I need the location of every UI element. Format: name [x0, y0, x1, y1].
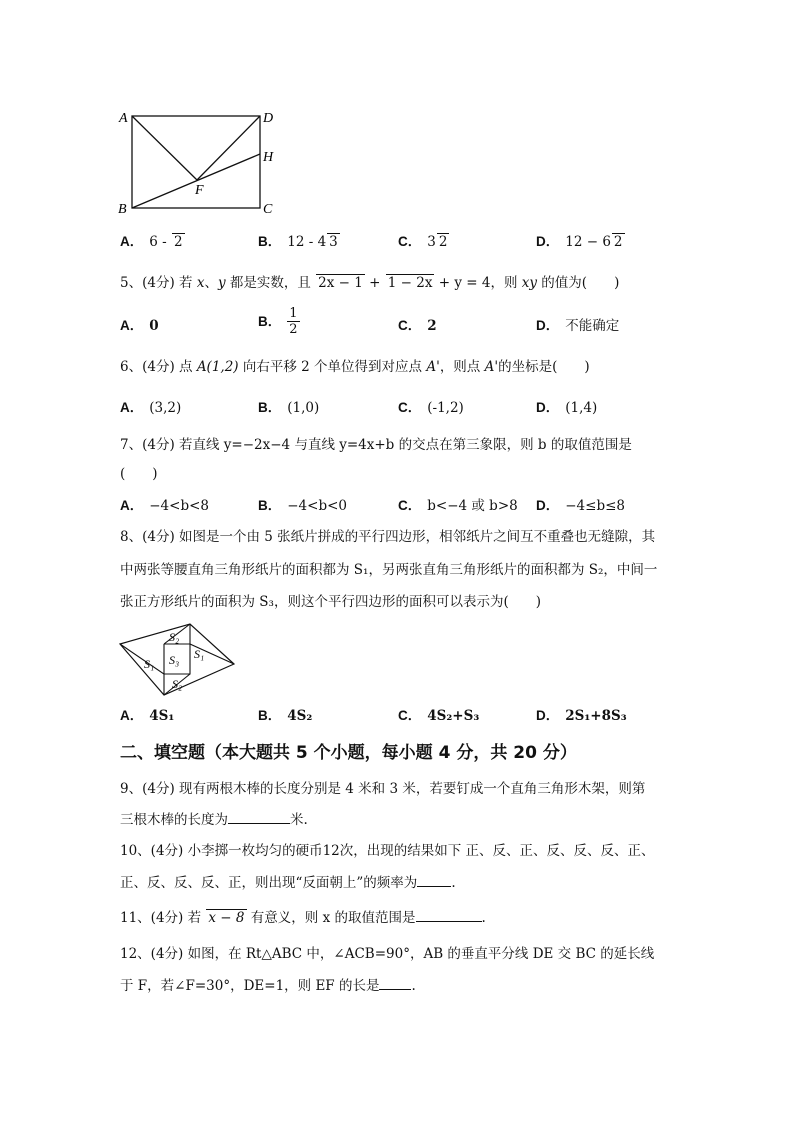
question-11: 11、(4分) 若 x − 8 有意义，则 x 的取值范围是 . — [120, 907, 486, 928]
question-8-line2: 中两张等腰直角三角形纸片的面积都为 S₁，另两张直角三角形纸片的面积都为 S₂，中间一 — [120, 562, 658, 578]
figure-parallelogram — [118, 622, 240, 698]
label-h: H — [263, 150, 274, 165]
figure-rectangle — [115, 105, 285, 220]
label-b: B — [118, 202, 127, 217]
question-8-line3: 张正方形纸片的面积为 S₃，则这个平行四边形的面积可以表示为( ) — [120, 594, 541, 610]
question-12-line2: 于 F，若∠F=30°，DE=1，则 EF 的长是 . — [120, 975, 416, 996]
question-12-line1: 12、(4分) 如图，在 Rt△ABC 中，∠ACB=90°，AB 的垂直平分线 DE 交 BC 的延长线 — [120, 946, 655, 962]
q12-answer-blank[interactable] — [379, 975, 411, 990]
q7-option-b[interactable]: B． −4<b<0 — [258, 498, 348, 514]
q4-option-b[interactable]: B． 12 - 4 3 — [258, 234, 338, 250]
q10-answer-blank[interactable] — [417, 872, 451, 887]
question-5: 5、(4分) 若 x、y 都是实数，且 2x − 1 + 1 − 2x + y = 4，则 xy 的值为( ) — [120, 275, 620, 291]
label-f: F — [195, 183, 204, 198]
q7-option-a[interactable]: A． −4<b<8 — [120, 498, 210, 514]
label-d: D — [263, 111, 274, 126]
question-9-line2: 三根木棒的长度为 米. — [120, 809, 308, 830]
label-s3-center: S₃ — [169, 653, 180, 667]
label-s2-top: S₂ — [169, 630, 180, 644]
q5-option-a[interactable]: A． 0 — [120, 318, 159, 334]
label-s2-bottom: S₂ — [172, 677, 183, 691]
q6-option-d[interactable]: D． (1,4) — [536, 400, 598, 416]
q6-option-b[interactable]: B． (1,0) — [258, 400, 320, 416]
q9-answer-blank[interactable] — [228, 809, 290, 824]
q5-option-c[interactable]: C． 2 — [398, 318, 437, 334]
q8-option-c[interactable]: C． 4S₂+S₃ — [398, 708, 480, 724]
q11-answer-blank[interactable] — [416, 907, 482, 922]
question-9-line1: 9、(4分) 现有两根木棒的长度分别是 4 米和 3 米，若要钉成一个直角三角形木架，则第 — [120, 781, 646, 797]
q6-option-c[interactable]: C． (-1,2) — [398, 400, 464, 416]
segment-bh — [132, 154, 260, 208]
label-c: C — [263, 202, 273, 217]
q5-option-b[interactable]: B． $\frac{1}{2}$ — [258, 306, 298, 337]
q8-option-d[interactable]: D． 2S₁+8S₃ — [536, 708, 627, 724]
question-10-line1: 10、(4分) 小李掷一枚均匀的硬币12次，出现的结果如下 正、反、正、反、反、反、正、 — [120, 843, 655, 859]
question-7-line2: ( ) — [120, 466, 158, 482]
q4-option-a[interactable]: A． 6 - 2 — [120, 234, 183, 250]
question-6: 6、(4分) 点 A(1,2) 向右平移 2 个单位得到对应点 A'，则点 A'的坐标是( ) — [120, 359, 590, 375]
question-7-line1: 7、(4分) 若直线 y=−2x−4 与直线 y=4x+b 的交点在第三象限，则 b 的取值范围是 — [120, 437, 632, 453]
segment-af — [132, 116, 197, 180]
q7-option-d[interactable]: D． −4≤b≤8 — [536, 498, 626, 514]
question-8-line1: 8、(4分) 如图是一个由 5 张纸片拼成的平行四边形，相邻纸片之间互不重叠也无缝隙，其 — [120, 529, 656, 545]
label-s1-right: S₁ — [194, 647, 205, 661]
q8-option-b[interactable]: B． 4S₂ — [258, 708, 313, 724]
q8-option-a[interactable]: A． 4S₁ — [120, 708, 175, 724]
label-a: A — [119, 111, 128, 126]
q7-option-c[interactable]: C． b<−4 或 b>8 — [398, 498, 518, 514]
question-10-line2: 正、反、反、反、正，则出现“反面朝上”的频率为 . — [120, 872, 456, 893]
segment-df — [197, 116, 260, 180]
q4-option-d[interactable]: D． 12 − 6 2 — [536, 234, 623, 250]
q6-option-a[interactable]: A． (3,2) — [120, 400, 182, 416]
section-2-heading: 二、填空题（本大题共 5 个小题，每小题 4 分，共 20 分） — [120, 743, 577, 763]
q4-option-c[interactable]: C． 3 2 — [398, 234, 448, 250]
label-s1-left: S₁ — [144, 657, 155, 671]
q5-option-d[interactable]: D． 不能确定 — [536, 318, 620, 334]
